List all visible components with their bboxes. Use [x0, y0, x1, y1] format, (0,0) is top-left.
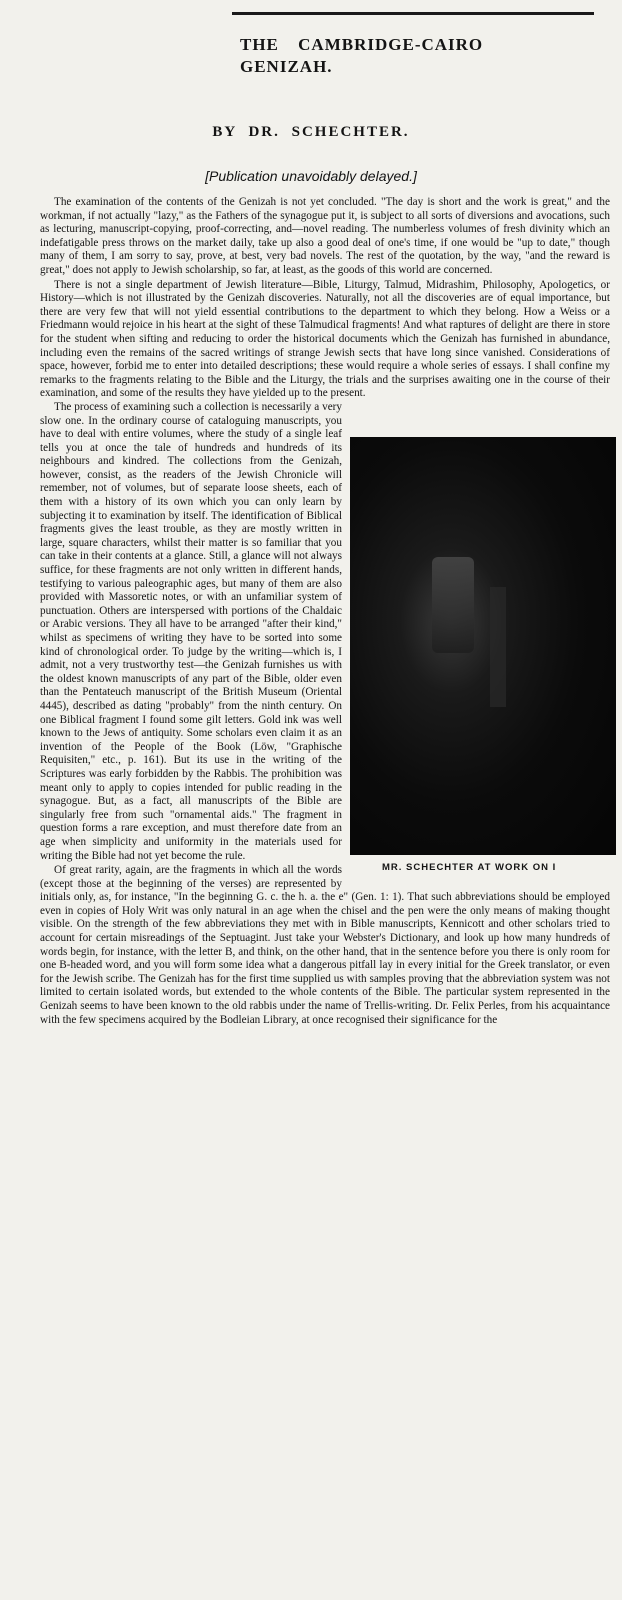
article-title [240, 34, 590, 78]
photo-window-light [432, 557, 474, 653]
byline: BY DR. SCHECHTER. [212, 124, 410, 140]
photo-figure [350, 437, 616, 877]
paragraph-4: Of great rarity, again, are the fragments in which all the words (except those at the beginning of the verses) are represented by initials only, as, for instance, "In the beginning G. c. the h. a. the e" (Gen. 1: 1). That such abbreviations should be employed even in copies of Holy Writ was only natural in an age when the chisel and the pen were the only means of making thought visible. On the strength of the few abbreviations they met with in Bible manuscripts, Kennicott and other scholars tried to account for certain misreadings of the Septuagint. Just take your Webster's Dictionary, and look up how many hundreds of words begin, for instance, with the letter B, and think, on the other hand, that in the sentence before you there is only room for one B-headed word, and you will form some idea what a dangerous pitfall lay in every initial for the Greek translator, or even for the Jewish scribe. The Genizah has for the first time supplied us with samples proving that the abbreviation system was not limited to certain isolated words, but extended to the whole contents of the Bible. The particular system represented in the Genizah seems to have been known to the old rabbis under the name of Trellis-writing. Dr. Felix Perles, from his acquaintance with the few specimens acquired by the Bodleian Library, at once recognised their significance for the [40, 864, 610, 1026]
paragraph-2: There is not a single department of Jewish literature—Bible, Liturgy, Talmud, Midrashim, Philosophy, Apologetics, or History—which is not illustrated by the Genizah discoveries. Naturally, not all the discoveries are of equal importance, but there are very few that will not yield essential contributions to the department to which they belong. How a Weiss or a Friedmann would rejoice in his heart at the sight of these Talmudical fragments! And what raptures of delight are there in store for the student when sifting and reducing to order the historical documents which the Genizah has furnished in abundance, including even the remains of the sacred writings of strange Jewish sects that have long since vanished. Considerations of space, however, forbid me to enter into detailed descriptions; these would require a whole series of essays. I shall confine my remarks to the fragments relating to the Bible and the Liturgy, the trials and the surprises awaiting one in the course of their examination, and some of the results they have yielded up to the present. [40, 278, 610, 400]
top-rule [232, 12, 594, 15]
title-line-2: GENIZAH. [240, 57, 333, 76]
paragraph-3: The process of examining such a collection is necessarily a very slow one. In the ordinary course of cataloguing manuscripts, you have to deal with entire volumes, where the study of a single leaf tells you at once the tale of hundreds and hundreds of its neighbours and kindred. The collections from the Genizah, however, consist, as the readers of the Jewish Chronicle will remember, not of volumes, but of separate loose sheets, each of them with a history of its own which you can only learn by subjecting it to examination by itself. The identification of Biblical fragments gives the least trouble, as they are mostly written in large, square characters, whilst their matter is so familiar that you can take in their contents at a glance. Still, a glance will not always suffice, for these fragments are not only written in different hands, testifying to various paleographic ages, but many of them are also provided with Massoretic notes, or with an unfamiliar system of punctuation. Others are interspersed with portions of the Chaldaic or Arabic versions. They all have to be arranged "after their kind," whilst as specimens of writing they have to be sorted into some kind of chronological order. To judge by the writing—which is, I admit, not a very trustworthy test—the Genizah furnishes us with the oldest known manuscripts of any part of the Bible, older even than the Pentateuch manuscript of the British Museum (Oriental 4445), described as dating "probably" from the ninth century. On one Biblical fragment I found some gilt letters. Gold ink was well known to the Jews of antiquity. Some scholars even claim it as an invention of the People of the Book (Löw, "Graphische Requisiten," etc., p. 161). But its use in the writing of the Scriptures was early forbidden by the Rabbis. The prohibition was meant only to apply to copies intended for public reading in the synagogue. But, as a fact, all manuscripts of the Bible are singularly free from such "ornamental aids." The fragment in question forms a rare exception, and must therefore date from an age when simplicity and uniformity in the materials used for writing the Bible had not yet become the rule. [40, 400, 342, 862]
publication-notice: [Publication unavoidably delayed.] [205, 168, 417, 184]
photo-shelf-shadow [490, 587, 506, 707]
title-line-1: THE CAMBRIDGE-CAIRO [240, 35, 484, 54]
photo-caption: MR. SCHECHTER AT WORK ON I [382, 861, 557, 873]
paragraph-1: The examination of the contents of the Genizah is not yet concluded. "The day is short and the work is great," and the workman, if not actually "lazy," as the Fathers of the synagogue put it, is subject to all sorts of diversions and avocations, such as lecturing, manuscript-copying, proof-correcting, and—novel reading. The numberless volumes of fresh divinity which an indefatigable press throws on the market daily, take up also a good deal of one's time, if one would be "up to date," though many of them, I am sorry to say, prove, at best, very bad novels. The rest of the quotation, by the way, "and the reward is great," does not apply to Jewish scholarship, so far, at least, as the goods of this world are concerned. [40, 196, 610, 276]
article-body [40, 196, 610, 1027]
photograph [350, 437, 616, 855]
